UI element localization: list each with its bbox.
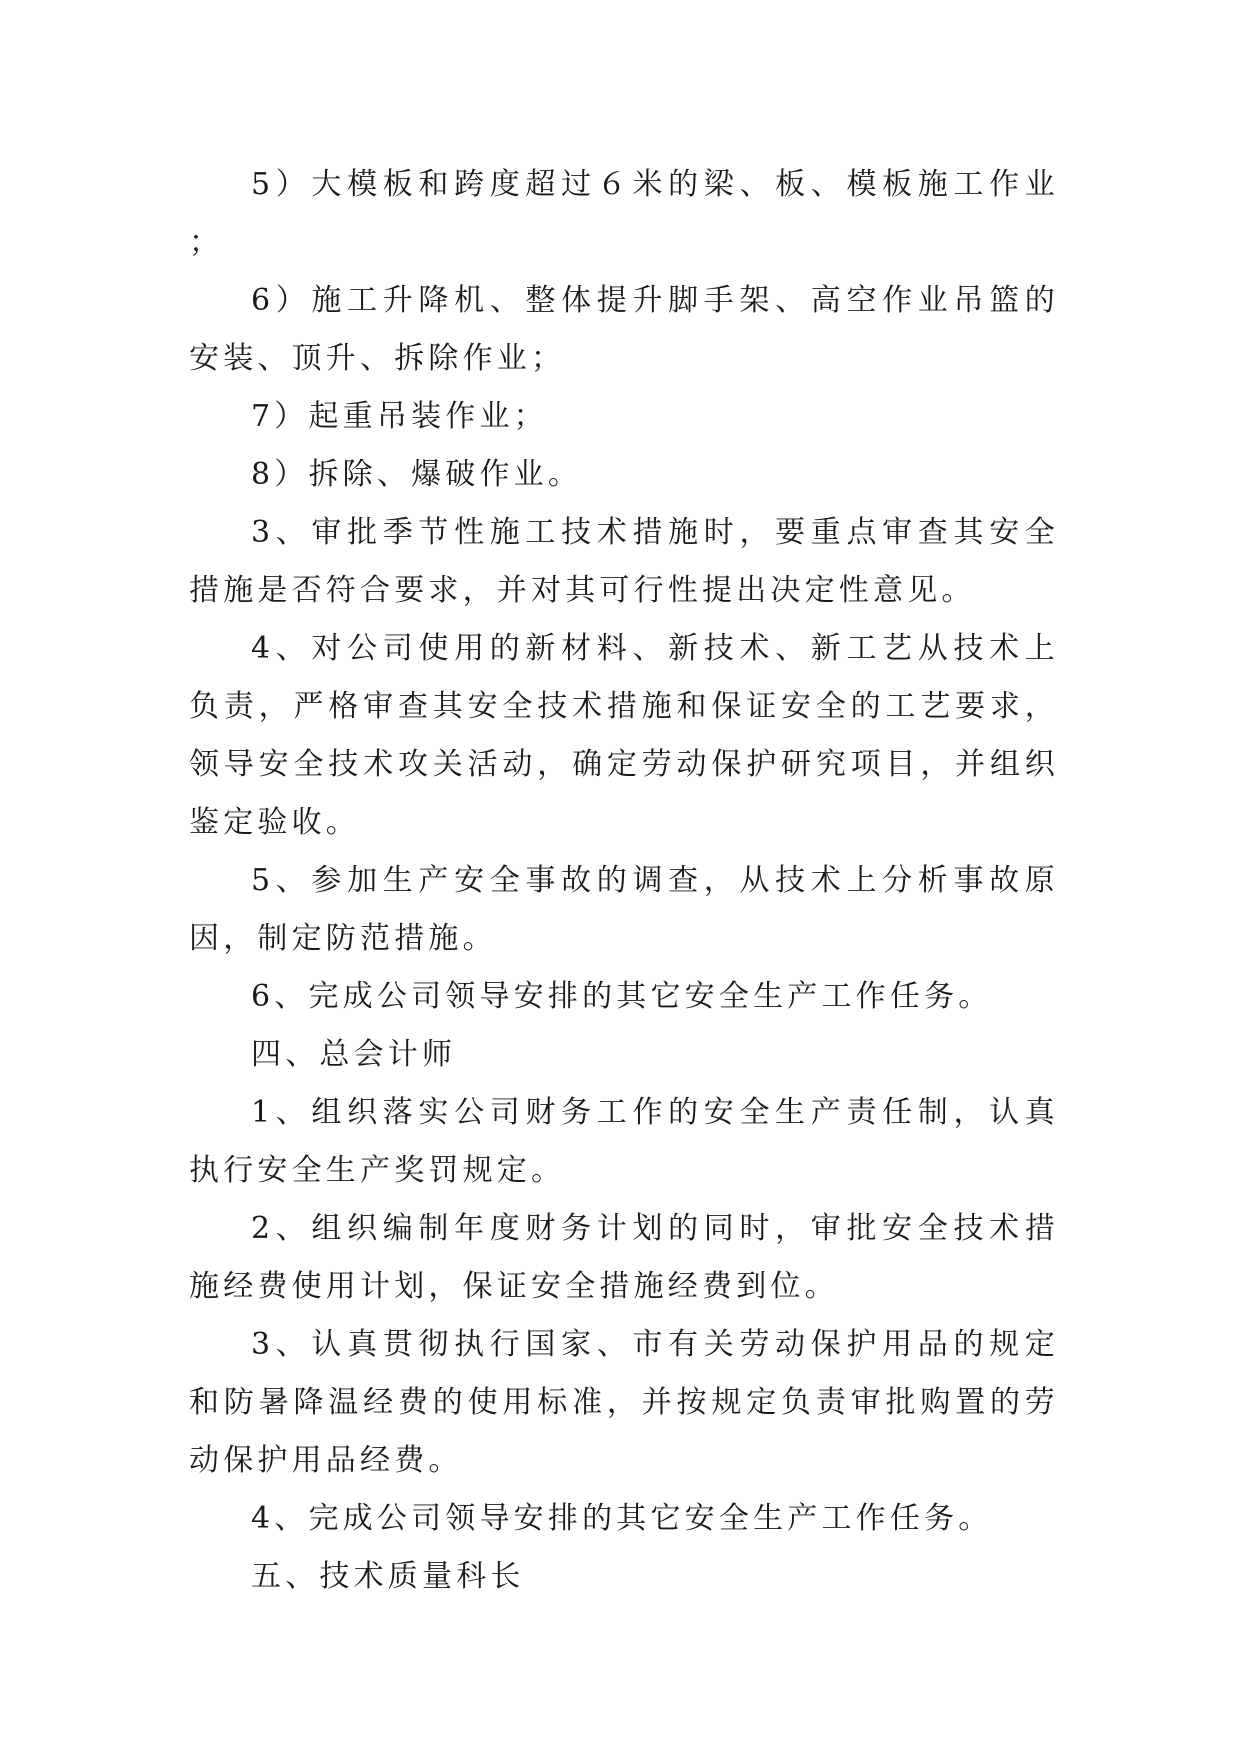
section-heading: 四、总会计师: [251, 1037, 457, 1072]
paragraph: 8）拆除、爆破作业。: [251, 457, 583, 492]
section-heading: 五、技术质量科长: [251, 1559, 525, 1594]
paragraph: 7）起重吊装作业；: [251, 399, 548, 434]
paragraph: 6、完成公司领导安排的其它安全生产工作任务。: [251, 979, 993, 1014]
paragraph: 3、审批季节性施工技术措施时，要重点审查其安全措施是否符合要求，并对其可行性提出决定性意见。: [189, 515, 1059, 608]
paragraph: 4、对公司使用的新材料、新技术、新工艺从技术上负责，严格审查其安全技术措施和保证安全的工艺要求，领导安全技术攻关活动，确定劳动保护研究项目，并组织鉴定验收。: [189, 631, 1059, 840]
document-body: [189, 156, 1059, 1606]
paragraph: 4、完成公司领导安排的其它安全生产工作任务。: [251, 1501, 993, 1536]
paragraph: 1、组织落实公司财务工作的安全生产责任制，认真执行安全生产奖罚规定。: [189, 1095, 1059, 1188]
paragraph: 3、认真贯彻执行国家、市有关劳动保护用品的规定和防暑降温经费的使用标准，并按规定负责审批购置的劳动保护用品经费。: [189, 1327, 1059, 1478]
paragraph: 6）施工升降机、整体提升脚手架、高空作业吊篮的安装、顶升、拆除作业；: [189, 283, 1059, 376]
paragraph: 2、组织编制年度财务计划的同时，审批安全技术措施经费使用计划，保证安全措施经费到位。: [189, 1211, 1059, 1304]
paragraph: 5、参加生产安全事故的调查，从技术上分析事故原因，制定防范措施。: [189, 863, 1059, 956]
paragraph: 5）大模板和跨度超过６米的梁、板、模板施工作业；: [189, 167, 1059, 260]
